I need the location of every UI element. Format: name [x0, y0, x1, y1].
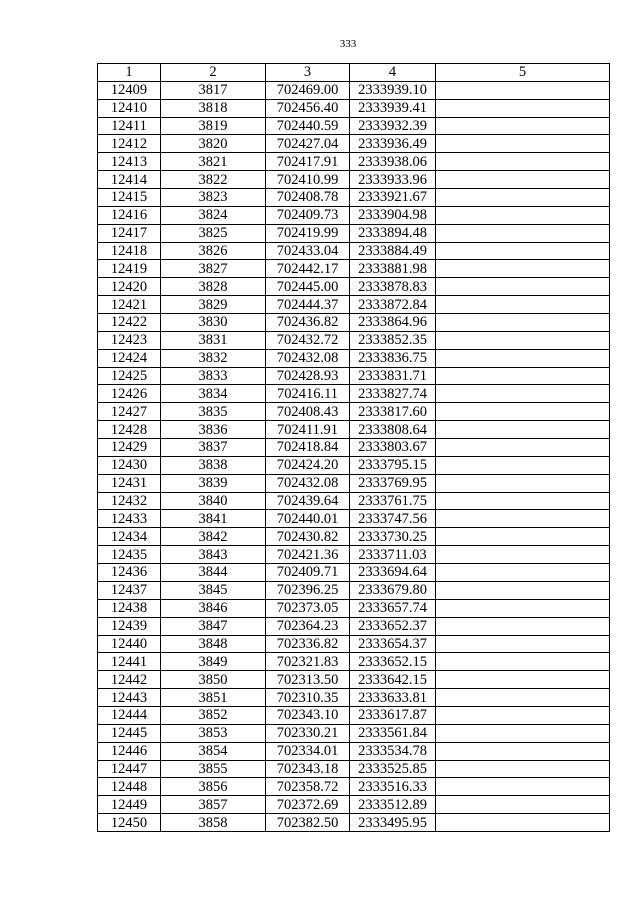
empty-notes-cell	[436, 689, 610, 707]
table-row	[98, 331, 610, 349]
empty-notes-cell	[436, 492, 610, 510]
point-number-cell: 3853	[161, 724, 266, 742]
table-row	[98, 760, 610, 778]
column-header-2: 2	[161, 64, 266, 82]
y-coordinate-cell: 2333761.75	[350, 492, 436, 510]
table-row	[98, 599, 610, 617]
row-number-cell: 12442	[98, 671, 161, 689]
table-row	[98, 117, 610, 135]
point-number-cell: 3845	[161, 581, 266, 599]
row-number-cell: 12441	[98, 653, 161, 671]
empty-notes-cell	[436, 385, 610, 403]
x-coordinate-cell: 702432.72	[266, 331, 350, 349]
empty-notes-cell	[436, 260, 610, 278]
row-number-cell: 12412	[98, 135, 161, 153]
x-coordinate-cell: 702330.21	[266, 724, 350, 742]
empty-notes-cell	[436, 242, 610, 260]
x-coordinate-cell: 702382.50	[266, 814, 350, 832]
empty-notes-cell	[436, 581, 610, 599]
table-body	[98, 81, 610, 831]
table-row	[98, 796, 610, 814]
table-row	[98, 581, 610, 599]
y-coordinate-cell: 2333679.80	[350, 581, 436, 599]
table-row	[98, 135, 610, 153]
row-number-cell: 12410	[98, 99, 161, 117]
row-number-cell: 12426	[98, 385, 161, 403]
table-row	[98, 81, 610, 99]
x-coordinate-cell: 702436.82	[266, 314, 350, 332]
y-coordinate-cell: 2333747.56	[350, 510, 436, 528]
table-row	[98, 367, 610, 385]
row-number-cell: 12416	[98, 206, 161, 224]
table-row	[98, 528, 610, 546]
table-row	[98, 564, 610, 582]
empty-notes-cell	[436, 349, 610, 367]
y-coordinate-cell: 2333894.48	[350, 224, 436, 242]
table-row	[98, 189, 610, 207]
y-coordinate-cell: 2333730.25	[350, 528, 436, 546]
row-number-cell: 12444	[98, 706, 161, 724]
y-coordinate-cell: 2333516.33	[350, 778, 436, 796]
x-coordinate-cell: 702419.99	[266, 224, 350, 242]
point-number-cell: 3848	[161, 635, 266, 653]
table-row	[98, 349, 610, 367]
row-number-cell: 12437	[98, 581, 161, 599]
point-number-cell: 3852	[161, 706, 266, 724]
empty-notes-cell	[436, 296, 610, 314]
row-number-cell: 12433	[98, 510, 161, 528]
x-coordinate-cell: 702409.73	[266, 206, 350, 224]
y-coordinate-cell: 2333938.06	[350, 153, 436, 171]
row-number-cell: 12450	[98, 814, 161, 832]
x-coordinate-cell: 702313.50	[266, 671, 350, 689]
x-coordinate-cell: 702409.71	[266, 564, 350, 582]
y-coordinate-cell: 2333795.15	[350, 456, 436, 474]
point-number-cell: 3843	[161, 546, 266, 564]
point-number-cell: 3823	[161, 189, 266, 207]
y-coordinate-cell: 2333904.98	[350, 206, 436, 224]
x-coordinate-cell: 702440.59	[266, 117, 350, 135]
y-coordinate-cell: 2333817.60	[350, 403, 436, 421]
point-number-cell: 3825	[161, 224, 266, 242]
empty-notes-cell	[436, 153, 610, 171]
x-coordinate-cell: 702432.08	[266, 474, 350, 492]
empty-notes-cell	[436, 421, 610, 439]
table-row	[98, 224, 610, 242]
y-coordinate-cell: 2333808.64	[350, 421, 436, 439]
row-number-cell: 12436	[98, 564, 161, 582]
table-row	[98, 421, 610, 439]
x-coordinate-cell: 702334.01	[266, 742, 350, 760]
y-coordinate-cell: 2333932.39	[350, 117, 436, 135]
y-coordinate-cell: 2333878.83	[350, 278, 436, 296]
coordinates-table	[97, 63, 610, 832]
y-coordinate-cell: 2333831.71	[350, 367, 436, 385]
table-row	[98, 510, 610, 528]
x-coordinate-cell: 702430.82	[266, 528, 350, 546]
header-row	[98, 64, 610, 82]
table-row	[98, 171, 610, 189]
y-coordinate-cell: 2333827.74	[350, 385, 436, 403]
row-number-cell: 12449	[98, 796, 161, 814]
x-coordinate-cell: 702424.20	[266, 456, 350, 474]
row-number-cell: 12414	[98, 171, 161, 189]
row-number-cell: 12418	[98, 242, 161, 260]
point-number-cell: 3844	[161, 564, 266, 582]
table-row	[98, 492, 610, 510]
point-number-cell: 3824	[161, 206, 266, 224]
row-number-cell: 12428	[98, 421, 161, 439]
empty-notes-cell	[436, 331, 610, 349]
empty-notes-cell	[436, 742, 610, 760]
y-coordinate-cell: 2333921.67	[350, 189, 436, 207]
empty-notes-cell	[436, 456, 610, 474]
table-row	[98, 278, 610, 296]
empty-notes-cell	[436, 474, 610, 492]
x-coordinate-cell: 702433.04	[266, 242, 350, 260]
x-coordinate-cell: 702411.91	[266, 421, 350, 439]
table-row	[98, 635, 610, 653]
row-number-cell: 12421	[98, 296, 161, 314]
empty-notes-cell	[436, 653, 610, 671]
empty-notes-cell	[436, 206, 610, 224]
empty-notes-cell	[436, 635, 610, 653]
empty-notes-cell	[436, 796, 610, 814]
empty-notes-cell	[436, 99, 610, 117]
x-coordinate-cell: 702372.69	[266, 796, 350, 814]
point-number-cell: 3851	[161, 689, 266, 707]
y-coordinate-cell: 2333561.84	[350, 724, 436, 742]
point-number-cell: 3818	[161, 99, 266, 117]
y-coordinate-cell: 2333711.03	[350, 546, 436, 564]
y-coordinate-cell: 2333852.35	[350, 331, 436, 349]
table-header	[98, 64, 610, 82]
row-number-cell: 12445	[98, 724, 161, 742]
x-coordinate-cell: 702310.35	[266, 689, 350, 707]
y-coordinate-cell: 2333657.74	[350, 599, 436, 617]
x-coordinate-cell: 702444.37	[266, 296, 350, 314]
x-coordinate-cell: 702336.82	[266, 635, 350, 653]
empty-notes-cell	[436, 617, 610, 635]
x-coordinate-cell: 702439.64	[266, 492, 350, 510]
empty-notes-cell	[436, 671, 610, 689]
point-number-cell: 3847	[161, 617, 266, 635]
table-row	[98, 385, 610, 403]
row-number-cell: 12435	[98, 546, 161, 564]
point-number-cell: 3822	[161, 171, 266, 189]
row-number-cell: 12439	[98, 617, 161, 635]
point-number-cell: 3819	[161, 117, 266, 135]
point-number-cell: 3838	[161, 456, 266, 474]
row-number-cell: 12413	[98, 153, 161, 171]
table-row	[98, 814, 610, 832]
point-number-cell: 3828	[161, 278, 266, 296]
table-row	[98, 724, 610, 742]
y-coordinate-cell: 2333872.84	[350, 296, 436, 314]
empty-notes-cell	[436, 403, 610, 421]
row-number-cell: 12411	[98, 117, 161, 135]
row-number-cell: 12415	[98, 189, 161, 207]
point-number-cell: 3832	[161, 349, 266, 367]
empty-notes-cell	[436, 171, 610, 189]
point-number-cell: 3836	[161, 421, 266, 439]
row-number-cell: 12417	[98, 224, 161, 242]
table-row	[98, 153, 610, 171]
x-coordinate-cell: 702418.84	[266, 439, 350, 457]
empty-notes-cell	[436, 724, 610, 742]
row-number-cell: 12419	[98, 260, 161, 278]
row-number-cell: 12446	[98, 742, 161, 760]
empty-notes-cell	[436, 224, 610, 242]
empty-notes-cell	[436, 706, 610, 724]
table-row	[98, 653, 610, 671]
table-row	[98, 546, 610, 564]
empty-notes-cell	[436, 117, 610, 135]
y-coordinate-cell: 2333803.67	[350, 439, 436, 457]
y-coordinate-cell: 2333652.37	[350, 617, 436, 635]
table-row	[98, 778, 610, 796]
y-coordinate-cell: 2333936.49	[350, 135, 436, 153]
empty-notes-cell	[436, 564, 610, 582]
x-coordinate-cell: 702373.05	[266, 599, 350, 617]
x-coordinate-cell: 702427.04	[266, 135, 350, 153]
empty-notes-cell	[436, 778, 610, 796]
empty-notes-cell	[436, 760, 610, 778]
table-row	[98, 706, 610, 724]
y-coordinate-cell: 2333495.95	[350, 814, 436, 832]
table-row	[98, 689, 610, 707]
row-number-cell: 12429	[98, 439, 161, 457]
x-coordinate-cell: 702364.23	[266, 617, 350, 635]
point-number-cell: 3833	[161, 367, 266, 385]
column-header-5: 5	[436, 64, 610, 82]
x-coordinate-cell: 702421.36	[266, 546, 350, 564]
y-coordinate-cell: 2333836.75	[350, 349, 436, 367]
x-coordinate-cell: 702410.99	[266, 171, 350, 189]
empty-notes-cell	[436, 314, 610, 332]
table-row	[98, 474, 610, 492]
empty-notes-cell	[436, 135, 610, 153]
x-coordinate-cell: 702442.17	[266, 260, 350, 278]
point-number-cell: 3855	[161, 760, 266, 778]
table-row	[98, 439, 610, 457]
x-coordinate-cell: 702408.43	[266, 403, 350, 421]
empty-notes-cell	[436, 528, 610, 546]
table-row	[98, 206, 610, 224]
x-coordinate-cell: 702456.40	[266, 99, 350, 117]
point-number-cell: 3839	[161, 474, 266, 492]
point-number-cell: 3827	[161, 260, 266, 278]
empty-notes-cell	[436, 546, 610, 564]
empty-notes-cell	[436, 599, 610, 617]
y-coordinate-cell: 2333933.96	[350, 171, 436, 189]
y-coordinate-cell: 2333534.78	[350, 742, 436, 760]
row-number-cell: 12423	[98, 331, 161, 349]
empty-notes-cell	[436, 367, 610, 385]
empty-notes-cell	[436, 439, 610, 457]
x-coordinate-cell: 702408.78	[266, 189, 350, 207]
row-number-cell: 12440	[98, 635, 161, 653]
x-coordinate-cell: 702432.08	[266, 349, 350, 367]
y-coordinate-cell: 2333939.10	[350, 81, 436, 99]
row-number-cell: 12425	[98, 367, 161, 385]
y-coordinate-cell: 2333642.15	[350, 671, 436, 689]
empty-notes-cell	[436, 278, 610, 296]
point-number-cell: 3834	[161, 385, 266, 403]
x-coordinate-cell: 702396.25	[266, 581, 350, 599]
point-number-cell: 3821	[161, 153, 266, 171]
table-row	[98, 403, 610, 421]
y-coordinate-cell: 2333617.87	[350, 706, 436, 724]
x-coordinate-cell: 702343.10	[266, 706, 350, 724]
point-number-cell: 3857	[161, 796, 266, 814]
row-number-cell: 12448	[98, 778, 161, 796]
point-number-cell: 3854	[161, 742, 266, 760]
column-header-1: 1	[98, 64, 161, 82]
row-number-cell: 12438	[98, 599, 161, 617]
x-coordinate-cell: 702440.01	[266, 510, 350, 528]
table-row	[98, 296, 610, 314]
point-number-cell: 3850	[161, 671, 266, 689]
row-number-cell: 12432	[98, 492, 161, 510]
table-row	[98, 242, 610, 260]
column-header-3: 3	[266, 64, 350, 82]
y-coordinate-cell: 2333654.37	[350, 635, 436, 653]
row-number-cell: 12420	[98, 278, 161, 296]
row-number-cell: 12422	[98, 314, 161, 332]
point-number-cell: 3841	[161, 510, 266, 528]
point-number-cell: 3835	[161, 403, 266, 421]
page-number: 333	[339, 38, 357, 50]
row-number-cell: 12427	[98, 403, 161, 421]
x-coordinate-cell: 702469.00	[266, 81, 350, 99]
point-number-cell: 3842	[161, 528, 266, 546]
point-number-cell: 3830	[161, 314, 266, 332]
empty-notes-cell	[436, 189, 610, 207]
y-coordinate-cell: 2333881.98	[350, 260, 436, 278]
row-number-cell: 12434	[98, 528, 161, 546]
x-coordinate-cell: 702321.83	[266, 653, 350, 671]
y-coordinate-cell: 2333652.15	[350, 653, 436, 671]
y-coordinate-cell: 2333512.89	[350, 796, 436, 814]
empty-notes-cell	[436, 81, 610, 99]
x-coordinate-cell: 702417.91	[266, 153, 350, 171]
table-row	[98, 99, 610, 117]
point-number-cell: 3820	[161, 135, 266, 153]
empty-notes-cell	[436, 814, 610, 832]
y-coordinate-cell: 2333939.41	[350, 99, 436, 117]
row-number-cell: 12443	[98, 689, 161, 707]
y-coordinate-cell: 2333884.49	[350, 242, 436, 260]
row-number-cell: 12431	[98, 474, 161, 492]
column-header-4: 4	[350, 64, 436, 82]
point-number-cell: 3817	[161, 81, 266, 99]
table-row	[98, 260, 610, 278]
point-number-cell: 3831	[161, 331, 266, 349]
table-row	[98, 617, 610, 635]
point-number-cell: 3829	[161, 296, 266, 314]
y-coordinate-cell: 2333525.85	[350, 760, 436, 778]
point-number-cell: 3837	[161, 439, 266, 457]
y-coordinate-cell: 2333864.96	[350, 314, 436, 332]
x-coordinate-cell: 702343.18	[266, 760, 350, 778]
y-coordinate-cell: 2333769.95	[350, 474, 436, 492]
point-number-cell: 3849	[161, 653, 266, 671]
y-coordinate-cell: 2333694.64	[350, 564, 436, 582]
row-number-cell: 12430	[98, 456, 161, 474]
x-coordinate-cell: 702445.00	[266, 278, 350, 296]
empty-notes-cell	[436, 510, 610, 528]
row-number-cell: 12424	[98, 349, 161, 367]
point-number-cell: 3856	[161, 778, 266, 796]
point-number-cell: 3846	[161, 599, 266, 617]
table-row	[98, 671, 610, 689]
table-row	[98, 742, 610, 760]
row-number-cell: 12409	[98, 81, 161, 99]
x-coordinate-cell: 702358.72	[266, 778, 350, 796]
x-coordinate-cell: 702416.11	[266, 385, 350, 403]
table-row	[98, 456, 610, 474]
x-coordinate-cell: 702428.93	[266, 367, 350, 385]
y-coordinate-cell: 2333633.81	[350, 689, 436, 707]
point-number-cell: 3826	[161, 242, 266, 260]
table-row	[98, 314, 610, 332]
point-number-cell: 3858	[161, 814, 266, 832]
point-number-cell: 3840	[161, 492, 266, 510]
row-number-cell: 12447	[98, 760, 161, 778]
